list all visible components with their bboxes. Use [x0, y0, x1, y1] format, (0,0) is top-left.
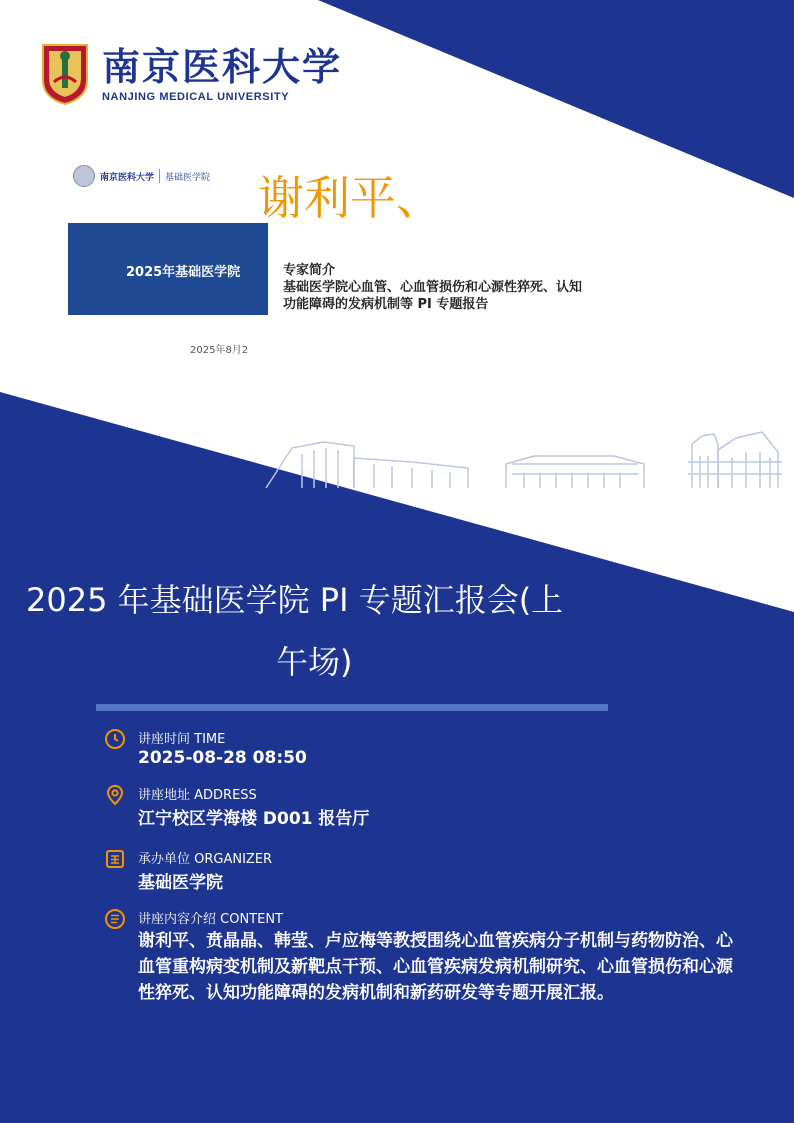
organizer-label: 承办单位 ORGANIZER — [138, 852, 273, 867]
clock-icon — [104, 728, 126, 750]
speaker-name: 谢利平、 — [258, 171, 442, 225]
campus-buildings-illustration — [262, 428, 794, 492]
content-label: 讲座内容介绍 CONTENT — [138, 912, 283, 927]
expert-intro-heading: 专家简介 — [283, 263, 336, 278]
location-pin-icon — [104, 784, 126, 806]
expert-intro-text: 基础医学院心血管、心血管损伤和心源性猝死、认知功能障碍的发病机制等 PI 专题报告 — [283, 280, 583, 312]
slide-preview-school: 基础医学院 — [165, 172, 211, 183]
address-value: 江宁校区学海楼 D001 报告厅 — [138, 809, 370, 829]
content-description: 谢利平、贲晶晶、韩莹、卢应梅等教授围绕心血管疾病分子机制与药物防治、心血管重构病变机制及新靶点干预、心血管疾病发病机制研究、心血管损伤和心源性猝死、认知功能障碍的发病机制和新药研发等专题开展汇报。 — [138, 931, 733, 1003]
slide-preview-university: 南京医科大学 — [100, 172, 155, 183]
title-divider — [96, 704, 608, 711]
slide-preview-header — [73, 165, 210, 187]
slide-preview-title: 2025年基础医学院 — [126, 265, 241, 280]
building-icon — [104, 848, 126, 870]
organizer-value: 基础医学院 — [138, 873, 223, 893]
address-label: 讲座地址 ADDRESS — [138, 788, 257, 803]
time-label: 讲座时间 TIME — [138, 732, 226, 747]
document-list-icon — [104, 908, 126, 930]
university-name-en: NANJING MEDICAL UNIVERSITY — [102, 91, 290, 103]
slide-preview-banner — [68, 223, 268, 315]
university-name-cn: 南京医科大学 — [102, 44, 343, 89]
expert-intro — [283, 262, 593, 313]
slide-preview-separator — [159, 169, 160, 183]
slide-preview-image — [68, 155, 268, 365]
university-seal-icon — [73, 165, 95, 187]
slide-preview-date: 2025年8月2 — [190, 345, 249, 356]
event-title-line2: 午场) — [276, 643, 353, 681]
event-title: 2025 年基础医学院 PI 专题汇报会(上 — [26, 581, 564, 619]
time-value: 2025-08-28 08:50 — [138, 748, 307, 768]
university-logo — [40, 42, 342, 106]
university-crest-icon — [40, 42, 90, 106]
